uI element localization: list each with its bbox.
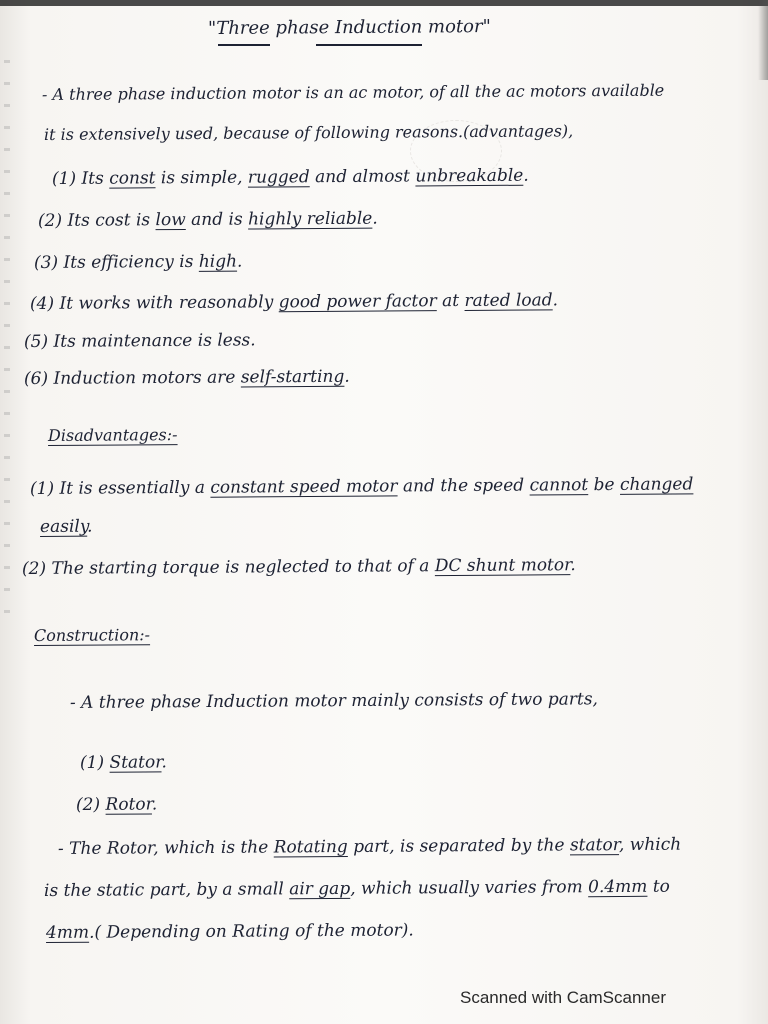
advantage-underlined: rated load (464, 290, 553, 311)
advantage-number: 2 (44, 210, 56, 231)
advantage-underlined: good power factor (278, 291, 437, 313)
advantage-item: (6) Induction motors are self-starting. (23, 366, 350, 389)
advantage-text: . (552, 290, 559, 311)
disadvantage-text: and the speed (397, 475, 530, 497)
advantage-text: and is (185, 209, 249, 230)
advantage-number: 5 (30, 331, 42, 352)
advantage-underlined: low (155, 209, 186, 231)
paragraph-underlined: Rotating (273, 836, 348, 858)
paragraph-text: to (647, 876, 670, 897)
construction-heading (34, 624, 150, 647)
advantage-text: Its cost is (67, 210, 156, 231)
paragraph-text: part, is separated by the (347, 835, 570, 857)
paragraph-underlined: 4mm (45, 922, 90, 943)
advantage-item: (5) Its maintenance is less. (23, 330, 256, 352)
paragraph-text: , which (618, 834, 682, 856)
part-label: Rotor (105, 794, 152, 815)
disadvantage-underlined: cannot (529, 475, 589, 496)
page-top-edge (0, 0, 768, 6)
title-underline-left (218, 44, 270, 46)
paragraph-underlined: stator (569, 835, 620, 856)
advantage-item: (2) Its cost is low and is highly reliable. (37, 208, 378, 231)
part-number: 1 (86, 752, 98, 773)
disadvantage-text: . (87, 516, 93, 537)
disadvantage-underlined: changed (619, 474, 694, 495)
title-underline-right (316, 44, 422, 46)
advantage-item: (1) Its const is simple, rugged and almost unbreakable. (51, 165, 529, 189)
construction-paragraph-line-2 (44, 876, 670, 902)
construction-heading-text: Construction:- (33, 625, 151, 645)
disadvantage-item: (1) It is essentially a constant speed motor and the speed cannot be changed (29, 474, 694, 499)
paragraph-text: .( Depending on Rating of the motor). (88, 920, 414, 943)
disadvantage-text: be (588, 474, 621, 496)
paragraph-text: , which usually varies from (350, 877, 589, 899)
disadvantage-continuation (40, 516, 93, 538)
part-post: . (151, 794, 158, 815)
advantage-underlined: const (109, 168, 156, 189)
advantage-item: (3) Its efficiency is high. (33, 251, 243, 273)
disadvantage-underlined: easily (39, 516, 88, 537)
advantage-item: (4) It works with reasonably good power factor at rated load. (29, 290, 559, 314)
advantage-text: at (436, 290, 465, 312)
advantage-underlined: unbreakable (415, 165, 524, 187)
advantage-text: . (523, 165, 529, 186)
advantage-text: It works with reasonably (59, 292, 279, 314)
paragraph-text: is the static part, by a small (43, 879, 290, 901)
construction-intro: - A three phase Induction motor mainly consists of two parts, (69, 689, 598, 713)
advantage-text: Its (81, 168, 110, 189)
advantage-text: . (236, 251, 243, 272)
advantage-underlined: high (198, 251, 238, 272)
advantage-text: Its efficiency is (63, 251, 199, 273)
construction-paragraph-line-1 (58, 834, 681, 860)
disadvantage-text: . (570, 555, 576, 576)
disadvantage-underlined: constant speed motor (210, 476, 398, 498)
camscanner-watermark: Scanned with CamScanner (460, 988, 667, 1007)
advantage-number: 4 (36, 293, 48, 314)
part-post: . (161, 752, 167, 773)
disadvantage-number: 2 (28, 558, 40, 579)
advantage-text: . (344, 366, 350, 387)
disadvantage-item: (2) The starting torque is neglected to that of a DC shunt motor. (21, 555, 576, 579)
part-number: 2 (82, 794, 94, 815)
advantage-text: Its maintenance is less. (53, 330, 256, 352)
paragraph-underlined: 0.4mm (588, 876, 648, 898)
construction-paragraph-line-3 (46, 919, 414, 944)
construction-part: (1) Stator. (79, 752, 167, 773)
advantage-text: and almost (309, 166, 416, 188)
advantage-underlined: self-starting (240, 366, 345, 388)
paragraph-text: - The Rotor, which is the (57, 837, 274, 859)
disadvantage-number: 1 (36, 478, 48, 499)
advantage-text: . (372, 208, 378, 229)
intro-line-1: - A three phase induction motor is an ac motor, of all the ac motors available (41, 80, 665, 104)
disadvantage-text: The starting torque is neglected to that of a (51, 556, 435, 579)
advantage-text: is simple, (155, 167, 248, 189)
advantage-number: 6 (30, 368, 42, 389)
disadvantages-heading: Disadvantages:- (47, 425, 178, 445)
paragraph-underlined: air gap (289, 878, 351, 900)
advantage-number: 1 (58, 168, 70, 189)
disadvantage-underlined: DC shunt motor (434, 555, 571, 577)
advantage-underlined: rugged (247, 167, 310, 188)
advantage-text: Induction motors are (53, 367, 241, 389)
part-label: Stator (109, 752, 162, 773)
intro-line-2: it is extensively used, because of following reasons.(advantages), (43, 121, 574, 144)
disadvantage-text: It is essentially a (59, 477, 211, 499)
binder-holes (4, 60, 10, 620)
advantage-number: 3 (40, 252, 52, 273)
advantage-underlined: highly reliable (247, 208, 373, 230)
page-corner-shadow (758, 0, 768, 80)
document-title: "Three phase Induction motor" (207, 16, 491, 39)
construction-part: (2) Rotor. (75, 794, 158, 815)
